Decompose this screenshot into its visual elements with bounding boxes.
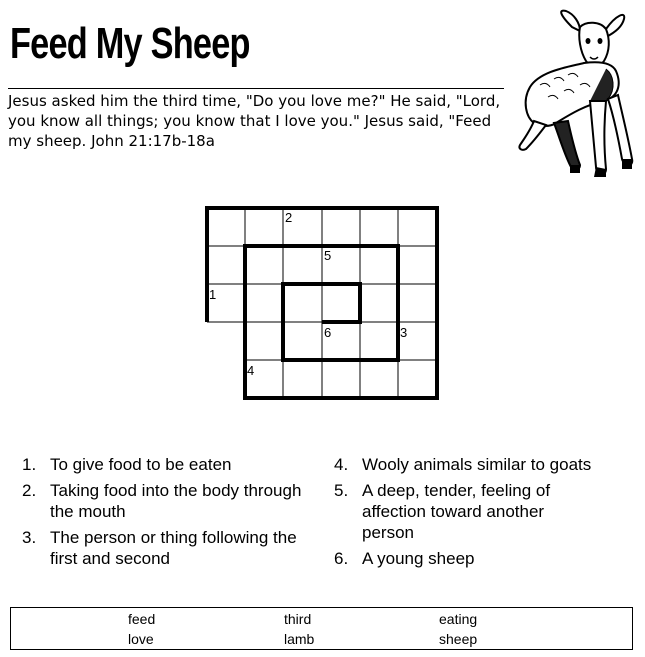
clue-5 [334, 480, 599, 543]
page-title: Feed My Sheep [10, 19, 250, 68]
grid-number-5: 5 [324, 248, 332, 263]
clue-number: 6. [334, 549, 349, 568]
word-bank [10, 607, 633, 650]
clue-number: 2. [22, 481, 37, 500]
word-bank-item: lamb [284, 631, 315, 647]
bible-verse: Jesus asked him the third time, "Do you love me?" He said, "Lord, you know all things; you know that I love you." Jesus said, "Feed my sheep. John 21:17b-18a [8, 92, 501, 150]
clue-number: 3. [22, 528, 37, 547]
grid-number-1: 1 [209, 287, 217, 302]
word-bank-item: sheep [439, 631, 478, 647]
clue-number: 4. [334, 455, 349, 474]
clue-text: Taking food into the body through the mouth [50, 481, 302, 521]
clue-3 [22, 527, 302, 569]
clue-4 [334, 454, 599, 475]
clue-6 [334, 548, 599, 569]
clue-text: Wooly animals similar to goats [362, 455, 592, 474]
word-bank-item: eating [439, 611, 478, 627]
clue-number: 5. [334, 481, 349, 500]
clue-2 [22, 480, 302, 522]
word-bank-item: love [128, 631, 154, 647]
word-bank-item: feed [128, 611, 156, 627]
clues-right [334, 454, 599, 574]
clue-text: The person or thing following the first and second [50, 528, 297, 568]
grid-number-2: 2 [285, 210, 293, 225]
clue-text: A young sheep [362, 549, 475, 568]
clue-number: 1. [22, 455, 37, 474]
clue-text: To give food to be eaten [50, 455, 232, 474]
word-bank-item: third [284, 611, 312, 627]
clue-text: A deep, tender, feeling of affection toward another person [362, 481, 551, 542]
clues-left [22, 454, 302, 574]
grid-number-3: 3 [400, 325, 408, 340]
grid-number-6: 6 [324, 325, 332, 340]
grid-number-4: 4 [247, 363, 255, 378]
clue-1 [22, 454, 302, 475]
